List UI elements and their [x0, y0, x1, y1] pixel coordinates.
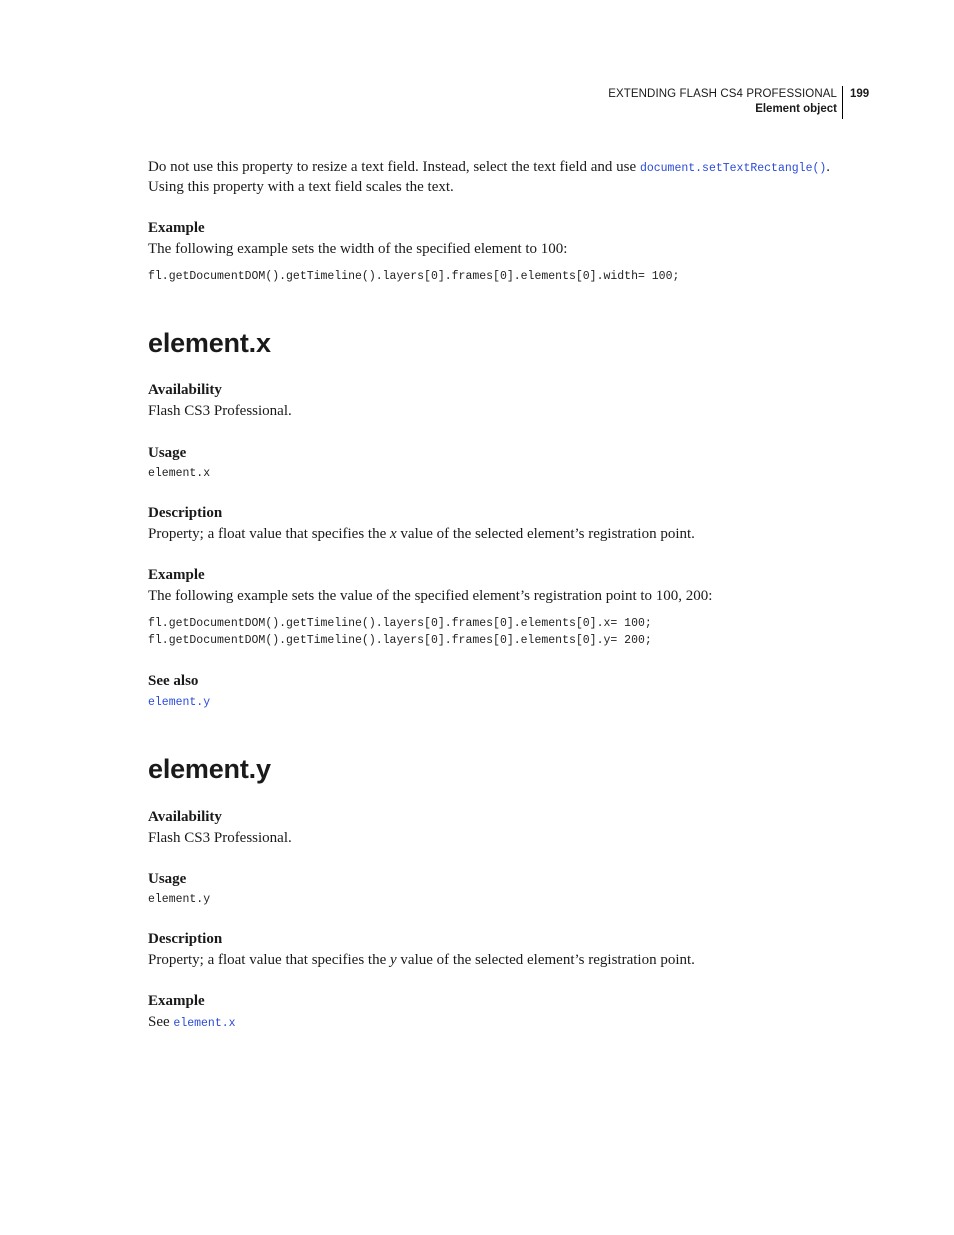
- element-y-title: element.y: [148, 754, 271, 784]
- element-x-example-code-2: fl.getDocumentDOM().getTimeline().layers[0].frames[0].elements[0].y= 200;: [148, 634, 652, 647]
- intro-text: Do not use this property to resize a text field. Instead, select the text field and use: [148, 159, 640, 175]
- element-x-availability-text: Flash CS3 Professional.: [148, 403, 292, 419]
- element-y-description-heading: Description: [148, 931, 223, 947]
- element-y-example-see: See: [148, 1014, 174, 1030]
- element-y-availability-text: Flash CS3 Professional.: [148, 830, 292, 846]
- element-y-example-text: [148, 1012, 236, 1034]
- element-y-description: [148, 950, 695, 970]
- element-x-usage-heading: Usage: [148, 445, 187, 461]
- set-text-rectangle-link[interactable]: document.setTextRectangle(): [639, 162, 827, 175]
- intro-example-text: The following example sets the width of the specified element to 100:: [148, 241, 568, 257]
- element-x-description: [148, 524, 695, 544]
- element-y-usage-heading: Usage: [148, 871, 187, 887]
- element-y-description-end: value of the selected element’s registration point.: [396, 952, 695, 968]
- page-number: 199: [850, 88, 870, 100]
- element-x-description-start: Property; a float value that specifies the: [148, 526, 390, 542]
- element-x-usage-code: element.x: [148, 467, 211, 480]
- intro-line-2: Using this property with a text field scales the text.: [148, 179, 454, 195]
- element-x-example-heading: Example: [148, 567, 205, 583]
- section-title: Element object: [755, 103, 837, 115]
- element-x-availability-heading: Availability: [148, 382, 222, 398]
- element-y-example-heading: Example: [148, 993, 205, 1009]
- intro-example-code: fl.getDocumentDOM().getTimeline().layers[0].frames[0].elements[0].width= 100;: [148, 270, 680, 283]
- element-x-example-code-1: fl.getDocumentDOM().getTimeline().layers[0].frames[0].elements[0].x= 100;: [148, 617, 652, 630]
- element-y-usage-code: element.y: [148, 893, 211, 906]
- element-x-title: element.x: [148, 328, 271, 358]
- element-x-see-also-heading: See also: [148, 673, 199, 689]
- element-y-description-var: y: [390, 952, 397, 968]
- element-x-see-also-link-line: [148, 694, 210, 711]
- element-x-link[interactable]: element.x: [173, 1017, 236, 1030]
- element-y-availability-heading: Availability: [148, 809, 222, 825]
- intro-example-heading: Example: [148, 220, 205, 236]
- intro-paragraph: [148, 157, 830, 179]
- intro-period: .: [826, 159, 831, 175]
- element-x-description-var: x: [390, 526, 397, 542]
- book-title: EXTENDING FLASH CS4 PROFESSIONAL: [608, 88, 837, 100]
- running-header: [608, 86, 843, 119]
- element-y-description-start: Property; a float value that specifies the: [148, 952, 390, 968]
- element-x-description-heading: Description: [148, 505, 223, 521]
- element-y-link[interactable]: element.y: [148, 696, 211, 709]
- element-x-example-text: The following example sets the value of the specified element’s registration point to 100, 200:: [148, 588, 713, 604]
- element-x-description-end: value of the selected element’s registration point.: [396, 526, 695, 542]
